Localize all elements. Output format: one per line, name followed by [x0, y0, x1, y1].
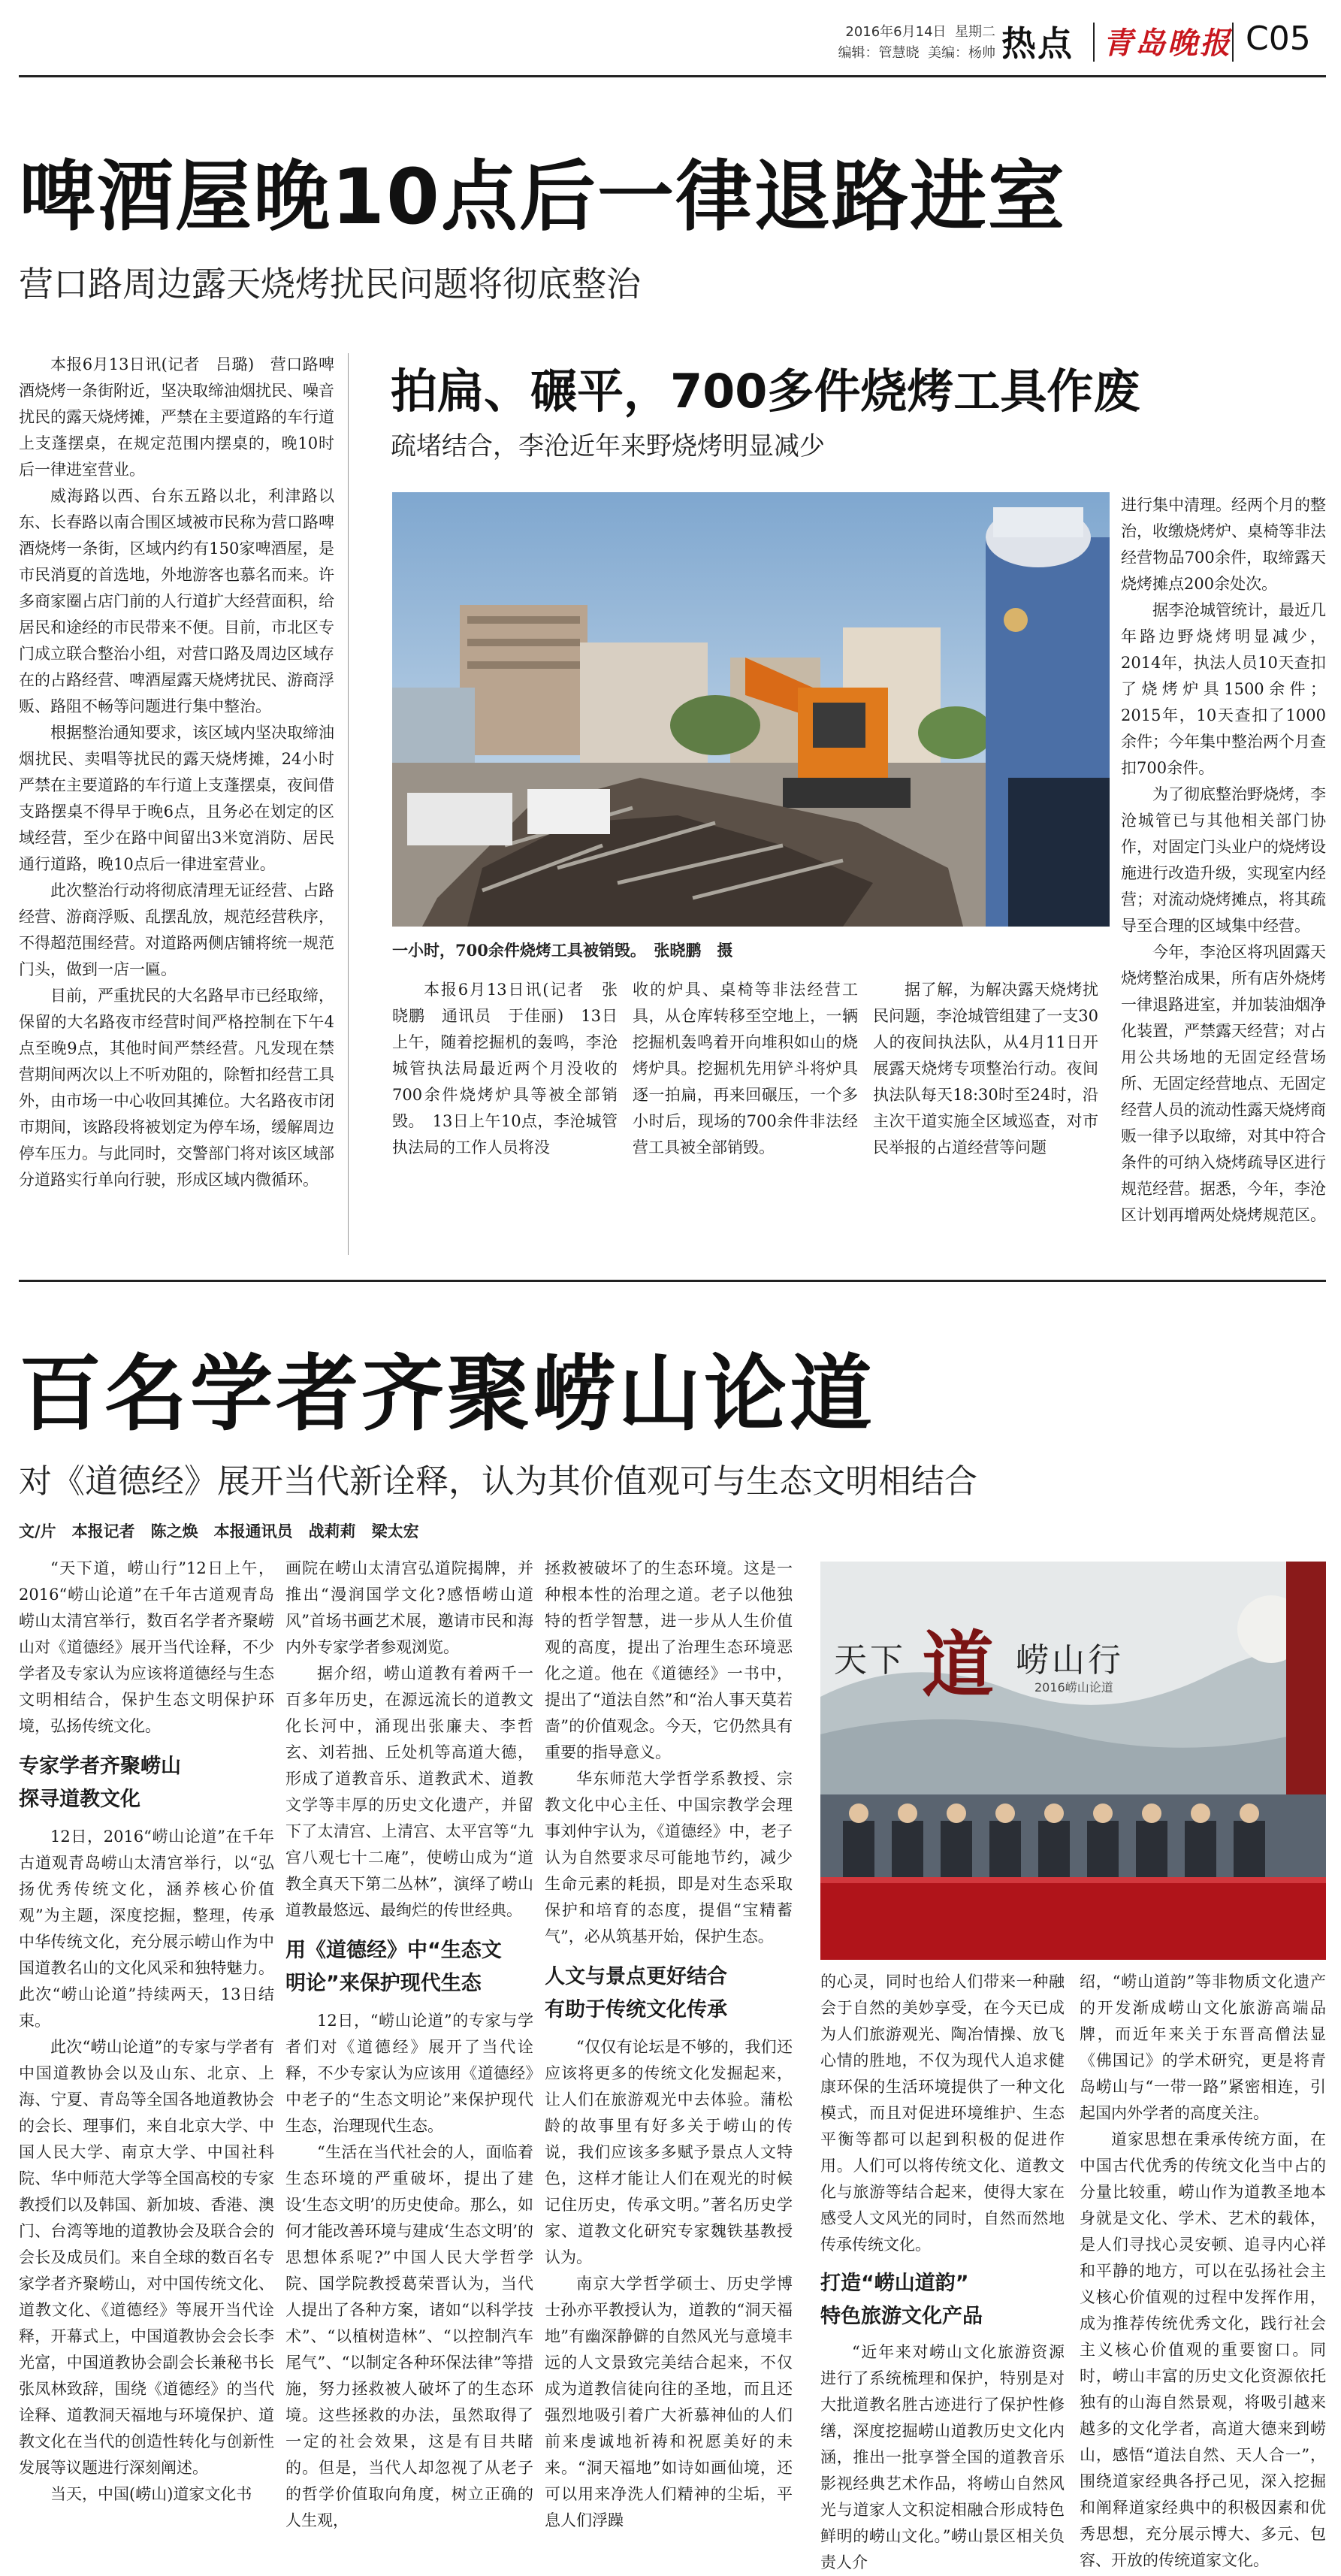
story1-right-para: 为了彻底整治野烧烤，李沧城管已与其他相关部门协作，对固定门头业户的烧烤设施进行改造升级，实现室内经营；对流动烧烤摊点，将其疏导至合理的区域集中经营。 [1121, 785, 1326, 935]
column-divider [348, 353, 349, 1255]
story2-para: 道家思想在秉承传统方面，在中国古代优秀的传统文化当中占的分量比较重，崂山作为道教圣地本身就是文化、学术、艺术的载体，是人们寻找心灵安顿、追寻内心祥和平静的地方，可以在弘扬社会主义核心价值观的过程中发挥作用，成为推荐传统优秀文化，践行社会主义核心价值观的重要窗口。同时，崂山丰富的历史文化资源依托独有的山海自然景观，将吸引越来越多的文化学者，高道大德来到崂山，感悟“道法自然、天人合一”，围绕道家经典各抒己见，深入挖掘和阐释道家经典中的积极因素和优秀思想，充分展示博大、多元、包容、开放的传统道家文化。 [1080, 2130, 1326, 2569]
story1-right-column [1121, 492, 1326, 1270]
banner-dao-char: 道 [922, 1622, 994, 1707]
story1-right-para: 进行集中清理。经两个月的整治，收缴烧烤炉、桌椅等非法经营物品700余件，取缔露天烧烤摊点200余处次。 [1121, 496, 1326, 593]
story2-para: 画院在崂山太清宫弘道院揭牌，并推出“漫润国学文化?感悟崂山道风”首场书画艺术展，邀请市民和海内外专家学者参观浏览。 [285, 1559, 533, 1656]
story2-para: 据介绍，崂山道教有着两千一百多年历史，在源远流长的道教文化长河中，涌现出张廉夫、李哲玄、刘若拙、丘处机等高道大德，形成了道教音乐、道教武术、道教文学等丰厚的历史文化遗产，并留下了太清宫、上清宫、太平宫等“九宫八观七十二庵”，使崂山成为“道教全真天下第二丛林”，演绎了崂山道教最悠远、最绚烂的传世经典。 [285, 1664, 533, 1919]
story1-mid-para-2: 收的炉具、桌椅等非法经营工具，从仓库转移至空地上，一辆挖掘机轰鸣着开向堆积如山的烧烤炉具。挖掘机先用铲斗将炉具逐一拍扁，再来回碾压，一个多小时后，现场的700余件非法经营工具被全部销毁。 [633, 981, 858, 1156]
story2-para: 的心灵，同时也给人们带来一种融会于自然的美妙享受，在今天已成为人们旅游观光、陶冶情操、放飞心情的胜地，不仅为现代人追求健康环保的生活环境提供了一种文化模式，而且对促进环境维护、生态平衡等都可以起到积极的促进作用。人们可以将传统文化、道教文化与旅游等结合起来，使得大家在感受人文风光的同时，自然而然地传承传统文化。 [820, 1973, 1065, 2254]
story1-photo [392, 492, 1110, 927]
story2-para: 绍，“崂山道韵”等非物质文化遗产的开发渐成崂山文化旅游高端品牌，而近年来关于东晋高僧法显《佛国记》的学术研究，更是将青岛崂山与“一带一路”紧密相连，引起国内外学者的高度关注。 [1080, 1973, 1326, 2122]
story1-subhead: 营口路周边露天烧烤扰民问题将彻底整治 [19, 264, 641, 304]
story1-mid-col-1 [392, 977, 618, 1270]
masthead [0, 0, 1341, 75]
story1-para: 目前，严重扰民的大名路早市已经取缔，保留的大名路夜市经营时间严格控制在下午4点至晚9点，其他时间严禁经营。凡发现在禁营期间两次以上不听劝阻的，除暂扣经营工具外，由市场一中心收回其摊位。大名路夜市闭市期间，该路段将被划定为停车场，缓解周边停车压力。与此同时，交警部门将对该区域部分道路实行单向行驶，形成区域内微循环。 [19, 987, 334, 1189]
masthead-date-line [845, 21, 995, 41]
story2-para: 12日，“崂山论道”的专家与学者们对《道德经》展开了当代诠释，不少专家认为应该用《道德经》中老子的“生态文明论”来保护现代生态，治理现代生态。 [285, 2012, 533, 2135]
story2-para: “生活在当代社会的人，面临着生态环境的严重破坏，提出了建设‘生态文明’的历史使命。那么，如何才能改善环境与建成‘生态文明’的思想体系呢?”中国人民大学哲学院、国学院教授葛荣晋认为，当代人提出了各种方案，诸如“以科学技术”、“以植树造林”、“以控制汽车尾气”、“以制定各种环保法律”等措施，努力拯救被人破坏了的生态环境。这些拯救的办法，虽然取得了一定的社会效果，这是有目共睹的。但是，当代人却忽视了从老子的哲学价值取向角度，树立正确的人生观， [285, 2143, 533, 2529]
subhead-culture-heritage: 人文与景点更好结合 有助于传统文化传承 [545, 1965, 727, 2021]
story1-para: 本报6月13日讯(记者 吕璐) 营口路啤酒烧烤一条街附近，坚决取缔油烟扰民、噪音扰民的露天烧烤摊，严禁在主要道路的车行道上支蓬摆桌，在规定范围内摆桌的，晚10时后一律进室营业。 [19, 355, 334, 479]
subhead-laoshan-brand: 打造“崂山道韵” 特色旅游文化产品 [820, 2272, 983, 2328]
banner-year: 2016崂山论道 [1034, 1680, 1113, 1695]
story1-mid-para-3: 据了解，为解决露天烧烤扰民问题，李沧城管组建了一支30人的夜间执法队，从4月11日开展露天烧烤专项整治行动。夜间执法队每天18:30时至24时，沿主次干道实施全区域巡查，对市民举报的占道经营等问题 [873, 981, 1098, 1156]
paper-logo: 青岛晚报 [1103, 26, 1232, 61]
story2-photo [820, 1562, 1326, 1960]
story1-headline: 啤酒屋晚10点后一律退路进室 [19, 153, 1066, 242]
story2-col-3 [545, 1556, 793, 2529]
masthead-divider-2 [1232, 23, 1234, 62]
banner-right: 崂山行 [1016, 1641, 1124, 1680]
masthead-rule [19, 75, 1326, 77]
story1-left-column [19, 352, 334, 1261]
story1-right-para: 据李沧城管统计，最近几年路边野烧烤明显减少，2014年，执法人员10天查扣了烧烤炉具1500余件；2015年，10天查扣了1000余件；今年集中整治两个月查扣700余件。 [1121, 601, 1326, 777]
story2-col-5 [1080, 1969, 1326, 2569]
story2-para: 此次“崂山论道”的专家与学者有中国道教协会以及山东、北京、上海、宁夏、青岛等全国各地道教协会的会长、理事们，来自北京大学、中国人民大学、南京大学、中国社科院、华中师范大学等全国高校的专家教授们以及韩国、新加坡、香港、澳门、台湾等地的道教协会及联合会的会长及成员们。来自全球的数百名专家学者齐聚崂山，对中国传统文化、道教文化、《道德经》等展开当代诠释，开幕式上，中国道教协会会长李光富，中国道教协会副会长兼秘书长张凤林致辞，围绕《道德经》的当代诠释、道教洞天福地与环境保护、道教文化在当代的创造性转化与创新性发展等议题进行深刻阐述。 [19, 2038, 274, 2477]
photo-forum-stage [820, 1562, 1326, 1960]
story1-para: 此次整治行动将彻底清理无证经营、占路经营、游商浮贩、乱摆乱放，规范经营秩序，不得超范围经营。对道路两侧店铺将统一规范门头，做到一店一匾。 [19, 881, 334, 978]
story1-right-para: 今年，李沧区将巩固露天烧烤整治成果，所有店外烧烤一律退路进室，并加装油烟净化装置，严禁露天经营；对占用公共场地的无固定经营场所、无固定经营地点、无固定经营人员的流动性露天烧烤商贩一律予以取缔，对其中符合条件的可纳入烧烤疏导区进行规范经营。据悉，今年，李沧区计划再增两处烧烤规范区。 [1121, 943, 1326, 1224]
story2-subhead: 对《道德经》展开当代新诠释，认为其价值观可与生态文明相结合 [19, 1462, 977, 1501]
designer-credit: 美编：杨帅 [928, 45, 995, 61]
story1-para: 根据整治通知要求，该区域内坚决取缔油烟扰民、卖唱等扰民的露天烧烤摊，24小时严禁在主要道路的车行道上支蓬摆桌，夜间借支路摆桌不得早于晚6点，且务必在划定的区域经营，至少在路中间留出3米宽消防、居民通行道路，晚10点后一律进室营业。 [19, 724, 334, 873]
issue-weekday: 星期二 [955, 24, 995, 40]
story1-para: 威海路以西、台东五路以北，利津路以东、长春路以南合围区域被市民称为营口路啤酒烧烤一条街，区域内约有150家啤酒屋，是市民消夏的首选地，外地游客也慕名而来。许多商家圈占店门前的人行道扩大经营面积，给居民和途经的市民带来不便。目前，市北区专门成立联合整治小组，对营口路及周边区域存在的占路经营、啤酒屋露天烧烤扰民、游商浮贩、路阻不畅等问题进行集中整治。 [19, 487, 334, 715]
issue-date: 2016年6月14日 [845, 24, 947, 40]
story1-mid-col-3 [873, 977, 1098, 1270]
story2-byline: 文/片 本报记者 陈之焕 本报通讯员 战莉莉 梁太宏 [19, 1522, 419, 1540]
story1-mid-col-2 [633, 977, 858, 1270]
story2-col-4 [820, 1969, 1065, 2571]
story2-col-2 [285, 1556, 533, 2529]
story2-para: “近年来对崂山文化旅游资源进行了系统梳理和保护，特别是对大批道教名胜古迹进行了保护性修缮，深度挖掘崂山道教历史文化内涵，推出一批享誉全国的道教音乐影视经典艺术作品，将崂山自然风光与道家人文积淀相融合形成特色鲜明的崂山文化。”崂山景区相关负责人介 [820, 2343, 1065, 2571]
story2-para: 当天，中国(崂山)道家文化书 [50, 2485, 252, 2503]
inner-subhead: 疏堵结合，李沧近年来野烧烤明显减少 [391, 431, 825, 461]
story2-col-1 [19, 1556, 274, 2503]
subhead-explore-taoism: 专家学者齐聚崂山 探寻道教文化 [19, 1755, 181, 1811]
story2-para: 拯救被破坏了的生态环境。这是一种根本性的治理之道。老子以他独特的哲学智慧，进一步从人生价值观的高度，提出了治理生态环境恶化之道。他在《道德经》一书中，提出了“道法自然”和“治人事天莫若啬”的价值观念。今天，它仍然具有重要的指导意义。 [545, 1559, 793, 1761]
story2-para: 南京大学哲学硕士、历史学博士孙亦平教授认为，道教的“洞天福地”有幽深静僻的自然风光与意境丰远的人文景致完美结合起来，不仅成为道教信徒向往的圣地，而且还强烈地吸引着广大祈慕神仙的人们前来虔诚地祈祷和祝愿美好的未来。“洞天福地”如诗如画仙境，还可以用来净洗人们精神的尘垢，平息人们浮躁 [545, 2275, 793, 2529]
story2-intro: “天下道，崂山行”12日上午，2016“崂山论道”在千年古道观青岛崂山太清宫举行，数百名学者齐聚崂山对《道德经》展开当代诠释，不少学者及专家认为应该将道德经与生态文明相结合，保护生态文明保护环境，弘扬传统文化。 [19, 1559, 274, 1735]
masthead-divider [1093, 23, 1095, 62]
inner-headline: 拍扁、碾平，700多件烧烤工具作废 [391, 364, 1140, 419]
subhead-eco-civilization: 用《道德经》中“生态文 明论”来保护现代生态 [285, 1939, 502, 1995]
photo-caption: 一小时，700余件烧烤工具被销毁。 张晓鹏 摄 [392, 941, 733, 960]
editor-credit: 编辑：管慧晓 [838, 45, 920, 61]
story1-mid-para-1: 本报6月13日讯(记者 张晓鹏 通讯员 于佳丽) 13日上午，随着挖掘机的轰鸣，李沧城管执法局最近两个月没收的700余件烧烤炉具等被全部销毁。 13日上午10点，李沧城管执法局的工作人员将没 [392, 981, 618, 1156]
masthead-editor-line [838, 42, 995, 62]
story2-para: 华东师范大学哲学系教授、宗教文化中心主任、中国宗教学会理事刘仲宇认为，《道德经》中，老子认为自然要求尽可能地节约，减少生命元素的耗损，即是对生态采取保护和培育的态度，提倡“宝精蓄气”，必从筑基开始，保护生态。 [545, 1770, 793, 1946]
photo-barbecue-destruction [392, 492, 1110, 927]
story2-para: 12日，2016“崂山论道”在千年古道观青岛崂山太清宫举行，以“弘扬优秀传统文化，涵养核心价值观”为主题，深度挖掘，整理，传承中华传统文化，充分展示崂山作为中国道教名山的文化风采和独特魅力。此次“崂山论道”持续两天，13日结束。 [19, 1828, 274, 2030]
story2-headline: 百名学者齐聚崂山论道 [19, 1346, 875, 1442]
story-separator [19, 1280, 1326, 1282]
section-title: 热点 [1001, 23, 1074, 64]
story2-para: “仅仅有论坛是不够的，我们还应该将更多的传统文化发掘起来，让人们在旅游观光中去体验。蒲松龄的故事里有好多关于崂山的传说，我们应该多多赋予景点人文特色，这样才能让人们在观光的时候记住历史，传承文明。”著名历史学家、道教文化研究专家魏铁基教授认为。 [545, 2038, 793, 2266]
banner-left: 天下 [834, 1641, 906, 1680]
page-number: C05 [1246, 20, 1311, 58]
